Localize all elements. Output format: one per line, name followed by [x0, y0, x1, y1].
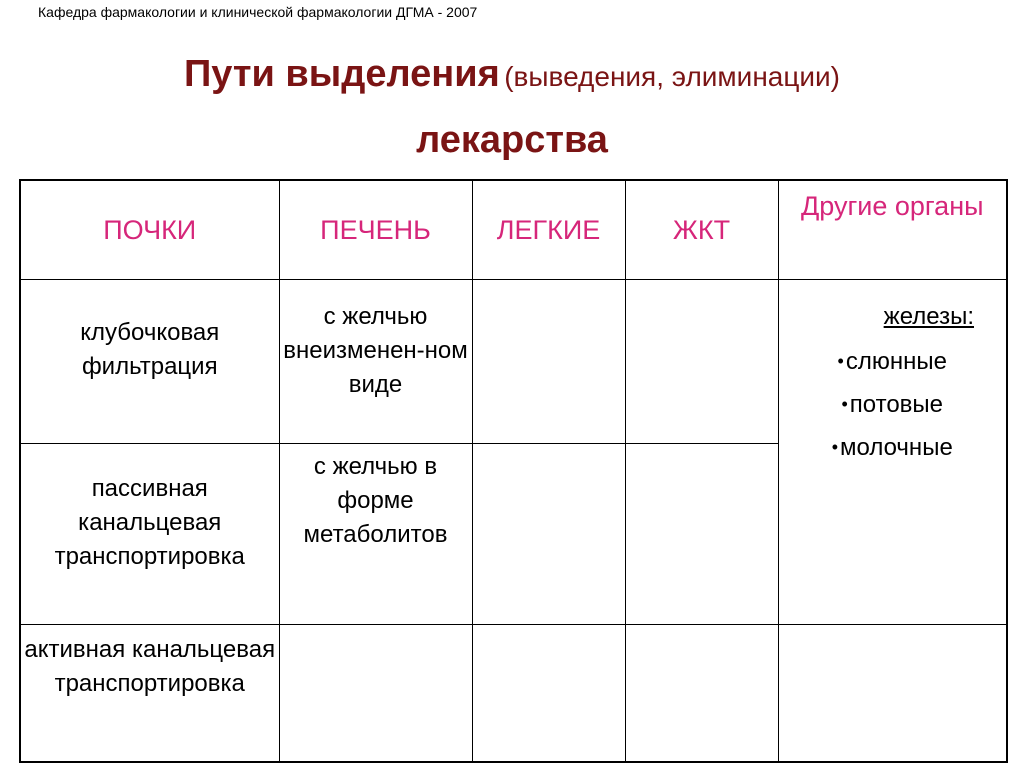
table-cell	[625, 444, 778, 625]
header-other-organs-label: Другие органы	[800, 191, 984, 221]
table-header-row	[20, 180, 1007, 280]
bullet-icon: •	[831, 437, 839, 457]
slide-title	[0, 45, 1024, 169]
elimination-table	[19, 179, 1008, 763]
table-cell	[279, 625, 472, 763]
table-cell: клубочковая фильтрация	[20, 280, 279, 444]
glands-title: железы:	[883, 303, 974, 330]
title-main: Пути выделения	[183, 53, 500, 95]
table-cell	[625, 280, 778, 444]
table-cell	[472, 280, 625, 444]
bullet-icon: •	[837, 351, 844, 371]
department-caption: Кафедра фармакологии и клинической фармакологии ДГМА - 2007	[38, 4, 478, 20]
list-item: •молочные	[831, 434, 953, 461]
title-parenthetical: (выведения, элиминации)	[504, 61, 840, 92]
table-cell: активная канальцевая транспортировка	[20, 625, 279, 763]
title-line2: лекарства	[416, 119, 608, 161]
header-other-organs	[778, 180, 1007, 280]
bullet-icon: •	[841, 394, 848, 414]
list-item: •слюнные	[837, 348, 947, 375]
other-organs-cell	[778, 280, 1007, 625]
list-item: •потовые	[841, 391, 944, 418]
table-cell	[778, 625, 1007, 763]
header-gi-tract: ЖКТ	[625, 180, 778, 280]
table-cell	[472, 625, 625, 763]
table-cell: пассивная канальцевая транспортировка	[20, 444, 279, 625]
table-cell	[472, 444, 625, 625]
header-liver: ПЕЧЕНЬ	[279, 180, 472, 280]
header-lungs: ЛЕГКИЕ	[472, 180, 625, 280]
table-cell: с желчью внеизменен-ном виде	[279, 280, 472, 444]
table-row	[20, 625, 1007, 763]
table-cell: с желчью в форме метаболитов	[279, 444, 472, 625]
table-cell	[625, 625, 778, 763]
header-kidneys: ПОЧКИ	[20, 180, 279, 280]
table-row	[20, 280, 1007, 444]
